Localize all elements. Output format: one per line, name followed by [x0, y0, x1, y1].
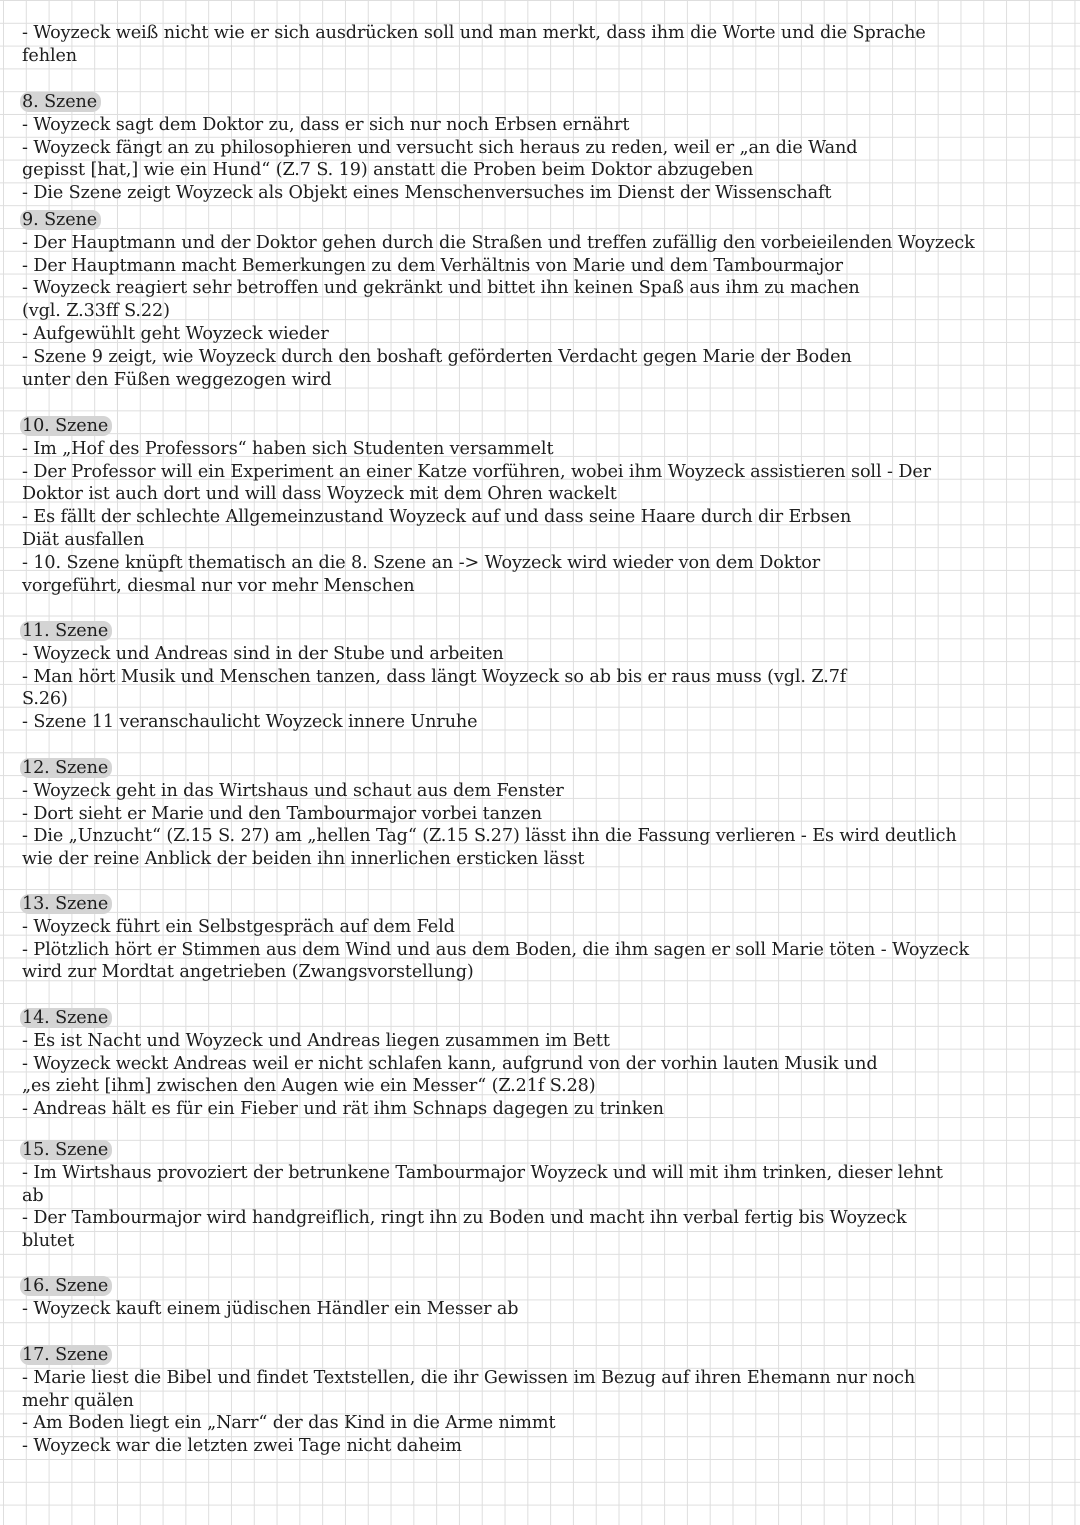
- text-line: wie der reine Anblick der beiden ihn innerlichen ersticken lässt: [22, 849, 585, 870]
- scene-11: [22, 620, 1062, 734]
- text-line: ab: [22, 1185, 44, 1206]
- scene-heading: 8. Szene: [20, 92, 101, 112]
- scene-heading: 15. Szene: [20, 1140, 112, 1160]
- text-line: - Im „Hof des Professors“ haben sich Studenten versammelt: [22, 438, 554, 459]
- text-line: - Woyzeck war die letzten zwei Tage nicht daheim: [22, 1436, 462, 1457]
- intro-block: [22, 22, 1062, 68]
- text-line: - Woyzeck weiß nicht wie er sich ausdrücken soll und man merkt, dass ihm die Worte und die Sprache: [22, 23, 926, 43]
- text-line: Doktor ist auch dort und will dass Woyzeck mit dem Ohren wackelt: [22, 484, 617, 505]
- text-line: gepisst [hat,] wie ein Hund“ (Z.7 S. 19) anstatt die Proben beim Doktor abzugeben: [22, 160, 754, 181]
- text-line: Diät ausfallen: [22, 529, 145, 550]
- text-line: - Woyzeck geht in das Wirtshaus und schaut aus dem Fenster: [22, 780, 564, 801]
- text-line: - 10. Szene knüpft thematisch an die 8. Szene an -> Woyzeck wird wieder von dem Doktor: [22, 552, 821, 573]
- text-line: - Der Professor will ein Experiment an einer Katze vorführen, wobei ihm Woyzeck assistieren soll - Der: [22, 461, 931, 482]
- scene-15: [22, 1139, 1062, 1253]
- text-line: (vgl. Z.33ff S.22): [22, 301, 170, 322]
- scene-13: [22, 893, 1062, 984]
- scene-9: [22, 209, 1062, 391]
- text-line: unter den Füßen weggezogen wird: [22, 369, 332, 390]
- text-line: - Man hört Musik und Menschen tanzen, dass längt Woyzeck so ab bis er raus muss (vgl. Z.7f: [22, 666, 847, 687]
- scene-heading: 13. Szene: [20, 894, 112, 914]
- text-line: fehlen: [22, 45, 78, 66]
- scene-heading: 10. Szene: [20, 416, 112, 436]
- scene-16: [22, 1275, 1062, 1321]
- text-line: mehr quälen: [22, 1390, 134, 1411]
- text-line: vorgeführt, diesmal nur vor mehr Menschen: [22, 575, 415, 596]
- text-line: - Woyzeck und Andreas sind in der Stube und arbeiten: [22, 643, 504, 664]
- scene-12: [22, 757, 1062, 871]
- text-line: - Es fällt der schlechte Allgemeinzustand Woyzeck auf und dass seine Haare durch dir Erbsen: [22, 507, 852, 528]
- text-line: - Aufgewühlt geht Woyzeck wieder: [22, 323, 329, 344]
- text-line: - Der Hauptmann und der Doktor gehen durch die Straßen und treffen zufällig den vorbeieilenden Woyzeck: [22, 232, 975, 253]
- scene-heading: 14. Szene: [20, 1008, 112, 1028]
- text-line: - Andreas hält es für ein Fieber und rät ihm Schnaps dagegen zu trinken: [22, 1099, 664, 1120]
- text-line: - Woyzeck sagt dem Doktor zu, dass er sich nur noch Erbsen ernährt: [22, 114, 630, 135]
- text-line: - Woyzeck fängt an zu philosophieren und versucht sich heraus zu reden, weil er „an die Wand: [22, 137, 858, 158]
- scene-heading: 9. Szene: [20, 210, 101, 230]
- text-line: - Am Boden liegt ein „Narr“ der das Kind in die Arme nimmt: [22, 1413, 556, 1434]
- text-line: - Dort sieht er Marie und den Tambourmajor vorbei tanzen: [22, 803, 542, 824]
- scene-heading: 12. Szene: [20, 758, 112, 778]
- text-line: - Szene 9 zeigt, wie Woyzeck durch den boshaft geförderten Verdacht gegen Marie der Boden: [22, 346, 852, 367]
- text-line: - Der Hauptmann macht Bemerkungen zu dem Verhältnis von Marie und dem Tambourmajor: [22, 255, 843, 276]
- scene-heading: 17. Szene: [20, 1345, 112, 1365]
- text-line: „es zieht [ihm] zwischen den Augen wie ein Messer“ (Z.21f S.28): [22, 1076, 596, 1097]
- text-line: - Szene 11 veranschaulicht Woyzeck innere Unruhe: [22, 712, 478, 733]
- scene-8: [22, 91, 1062, 205]
- text-line: - Im Wirtshaus provoziert der betrunkene Tambourmajor Woyzeck und will mit ihm trinken, dieser lehnt: [22, 1162, 943, 1183]
- text-line: - Die Szene zeigt Woyzeck als Objekt eines Menschenversuches im Dienst der Wissenschaft: [22, 183, 832, 204]
- text-line: S.26): [22, 689, 68, 710]
- scene-17: [22, 1344, 1062, 1458]
- text-line: - Woyzeck kauft einem jüdischen Händler ein Messer ab: [22, 1298, 519, 1319]
- text-line: - Woyzeck führt ein Selbstgespräch auf dem Feld: [22, 916, 455, 937]
- text-line: - Woyzeck reagiert sehr betroffen und gekränkt und bittet ihn keinen Spaß aus ihm zu machen: [22, 278, 860, 299]
- scene-heading: 16. Szene: [20, 1276, 112, 1296]
- text-line: - Es ist Nacht und Woyzeck und Andreas liegen zusammen im Bett: [22, 1030, 610, 1051]
- text-line: - Der Tambourmajor wird handgreiflich, ringt ihn zu Boden und macht ihn verbal fertig bis Woyzeck: [22, 1208, 907, 1229]
- text-line: blutet: [22, 1231, 75, 1252]
- scene-14: [22, 1007, 1062, 1121]
- scene-heading: 11. Szene: [20, 621, 112, 641]
- text-line: - Die „Unzucht“ (Z.15 S. 27) am „hellen Tag“ (Z.15 S.27) lässt ihn die Fassung verlieren - Es wird deutlich: [22, 826, 957, 847]
- text-line: - Marie liest die Bibel und findet Textstellen, die ihr Gewissen im Bezug auf ihren Ehemann nur noch: [22, 1367, 916, 1388]
- scene-10: [22, 415, 1062, 597]
- text-line: - Plötzlich hört er Stimmen aus dem Wind und aus dem Boden, die ihm sagen er soll Marie töten - Woyzeck: [22, 939, 970, 960]
- text-line: - Woyzeck weckt Andreas weil er nicht schlafen kann, aufgrund von der vorhin lauten Musik und: [22, 1053, 878, 1074]
- text-line: wird zur Mordtat angetrieben (Zwangsvorstellung): [22, 962, 474, 983]
